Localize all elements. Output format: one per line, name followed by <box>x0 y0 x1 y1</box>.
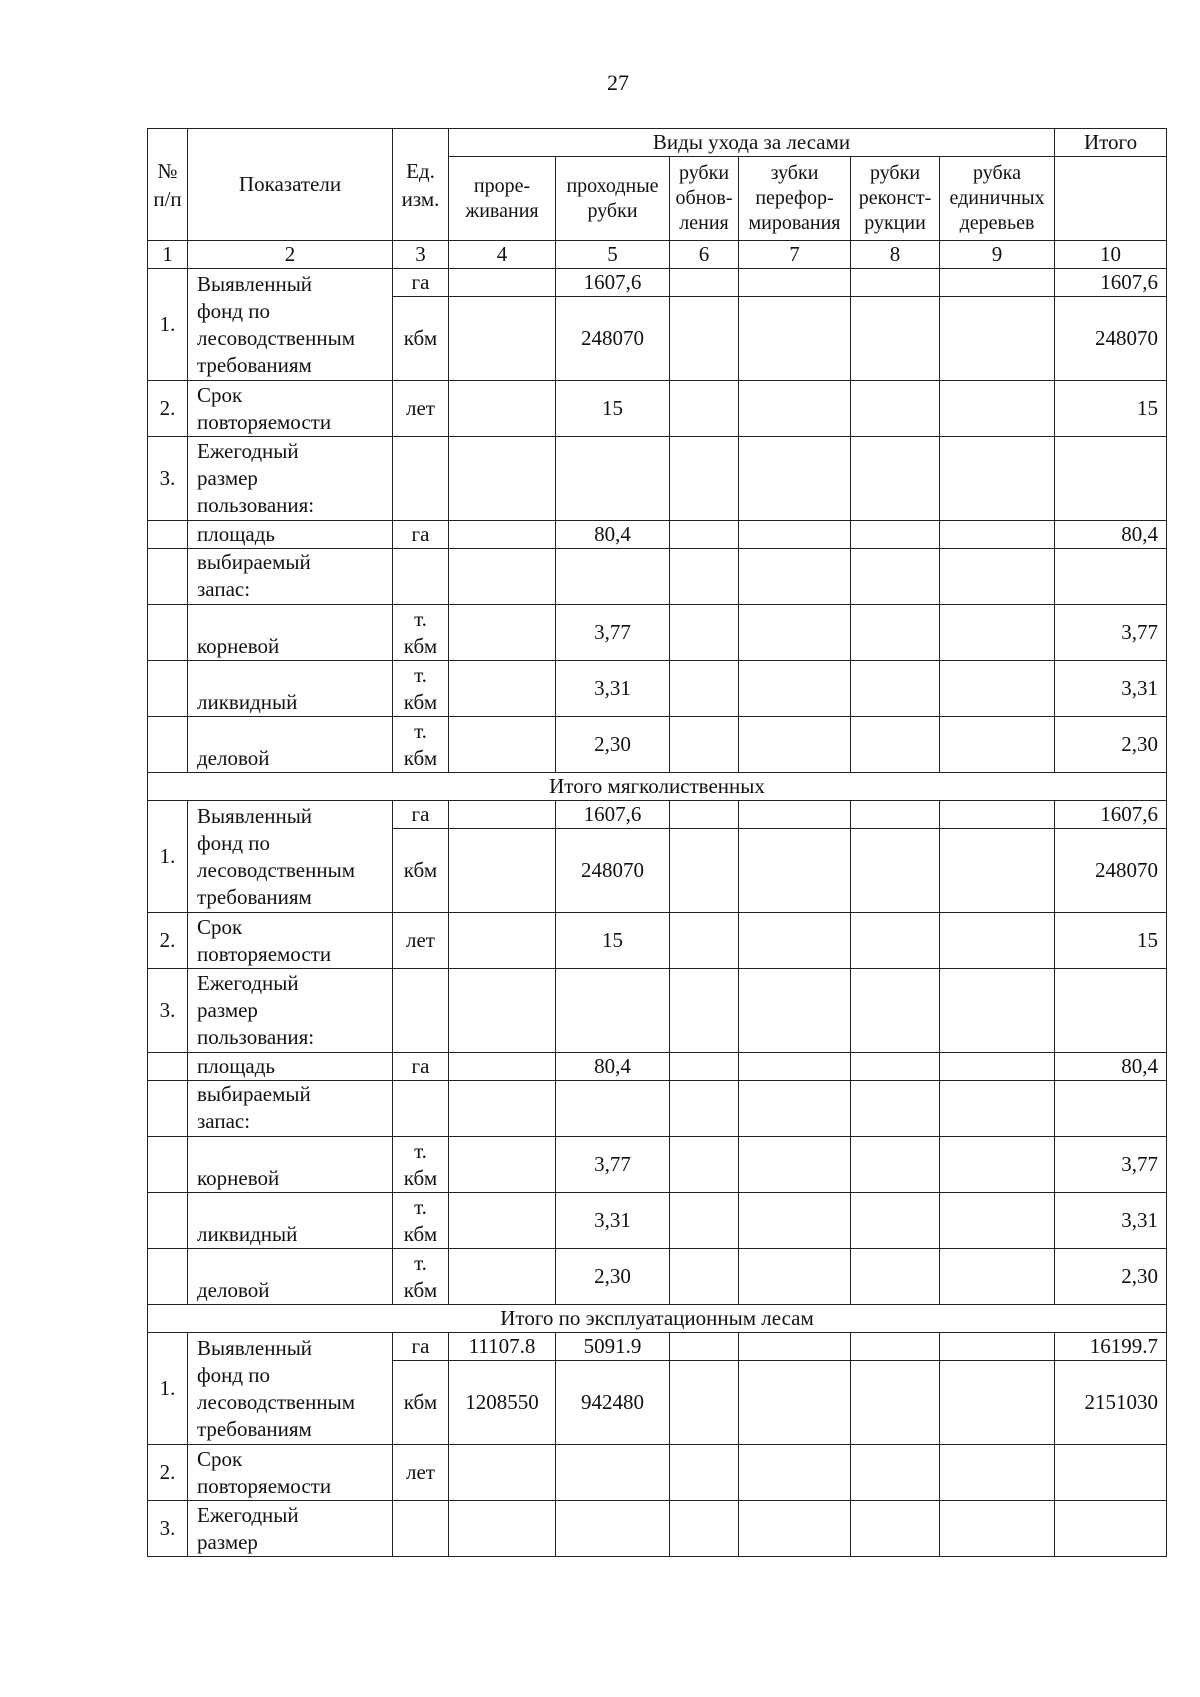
indicator-label: корневой <box>188 605 393 661</box>
value-cell: 2,30 <box>556 1249 670 1305</box>
unit-cell: га <box>393 801 449 829</box>
table-row <box>148 605 1167 661</box>
table-row <box>148 661 1167 717</box>
indicator-line: Срок <box>197 1446 243 1471</box>
unit-line: кбм <box>403 1165 438 1190</box>
value-cell: 3,77 <box>556 1137 670 1193</box>
indicator-label: деловой <box>188 717 393 773</box>
indicator-line: требованиям <box>197 1416 312 1441</box>
table-row <box>148 913 1167 969</box>
unit-line: кбм <box>403 633 438 658</box>
unit-cell: лет <box>393 381 449 437</box>
row-number: 1. <box>148 1333 188 1445</box>
unit-line: кбм <box>403 745 438 770</box>
indicator-line: повторяемости <box>197 409 332 434</box>
indicator-line: фонд по <box>197 298 271 323</box>
indicator-label <box>188 913 393 969</box>
row-number: 3. <box>148 969 188 1053</box>
header-col9-line1: рубка <box>973 162 1021 184</box>
indicator-label: ликвидный <box>188 1193 393 1249</box>
table-row <box>148 1053 1167 1081</box>
unit-cell: га <box>393 269 449 297</box>
column-number: 10 <box>1055 241 1167 269</box>
header-col8-line3: рукции <box>864 212 926 234</box>
table-row <box>148 381 1167 437</box>
indicator-line: фонд по <box>197 830 271 855</box>
total-cell: 1607,6 <box>1055 801 1167 829</box>
table-row <box>148 1193 1167 1249</box>
page-number: 27 <box>607 70 629 95</box>
indicator-line: размер <box>197 466 258 490</box>
indicator-line: лесоводственным <box>197 325 355 350</box>
header-col5-line1: проходные <box>566 174 659 197</box>
header-col6-line3: ления <box>679 212 729 234</box>
header-unit-line2: изм. <box>401 186 440 211</box>
value-cell: 3,31 <box>556 661 670 717</box>
header-unit-cell <box>393 129 449 241</box>
total-cell: 3,31 <box>1055 1193 1167 1249</box>
header-col5 <box>556 157 670 241</box>
indicator-line: требованиям <box>197 352 312 377</box>
row-number: 1. <box>148 801 188 913</box>
column-number: 3 <box>393 241 449 269</box>
table-row <box>148 1249 1167 1305</box>
table-row <box>148 801 1167 829</box>
row-number: 3. <box>148 1501 188 1557</box>
header-col4 <box>449 157 556 241</box>
unit-line: кбм <box>403 689 438 714</box>
value-cell: 248070 <box>556 829 670 913</box>
indicator-line: размер <box>197 1529 258 1554</box>
indicator-label <box>188 801 393 913</box>
total-cell: 248070 <box>1055 829 1167 913</box>
indicator-line: размер <box>197 998 258 1022</box>
unit-cell <box>393 1249 449 1305</box>
value-cell: 248070 <box>556 297 670 381</box>
indicator-line: лесоводственным <box>197 1389 355 1414</box>
total-cell: 15 <box>1055 381 1167 437</box>
total-cell: 80,4 <box>1055 521 1167 549</box>
indicator-line: требованиям <box>197 884 312 909</box>
value-cell: 80,4 <box>556 1053 670 1081</box>
header-col6-line2: обнов- <box>675 187 733 209</box>
unit-line: т. <box>414 1138 427 1163</box>
unit-line: т. <box>414 1194 427 1219</box>
header-col6 <box>670 157 739 241</box>
row-number: 2. <box>148 1445 188 1501</box>
row-number: 2. <box>148 381 188 437</box>
header-col10 <box>1055 157 1167 241</box>
indicator-line: Выявленный <box>197 803 313 828</box>
unit-cell: га <box>393 521 449 549</box>
header-col7-line2: перефор- <box>755 187 834 209</box>
indicator-line: повторяемости <box>197 1473 332 1498</box>
total-cell: 3,31 <box>1055 661 1167 717</box>
indicator-label: ликвидный <box>188 661 393 717</box>
value-cell: 15 <box>556 913 670 969</box>
indicator-line: запас: <box>197 577 251 601</box>
indicator-label: площадь <box>188 1053 393 1081</box>
indicator-line: Срок <box>197 914 243 939</box>
indicator-label <box>188 1333 393 1445</box>
column-number: 1 <box>148 241 188 269</box>
unit-cell <box>393 717 449 773</box>
unit-cell <box>393 1137 449 1193</box>
value-cell: 80,4 <box>556 521 670 549</box>
unit-line: т. <box>414 718 427 743</box>
indicator-line: Срок <box>197 382 243 407</box>
column-numbers-row <box>148 241 1167 269</box>
indicator-label <box>188 1445 393 1501</box>
table-row <box>148 549 1167 605</box>
unit-line: кбм <box>403 1221 438 1246</box>
total-cell: 3,77 <box>1055 605 1167 661</box>
row-number: 2. <box>148 913 188 969</box>
indicator-label <box>188 437 393 521</box>
forest-care-table <box>147 128 1167 1557</box>
table-row <box>148 717 1167 773</box>
header-indicator-cell: Показатели <box>188 129 393 241</box>
header-col5-line2: рубки <box>587 199 638 222</box>
indicator-line: повторяемости <box>197 941 332 966</box>
column-number: 8 <box>851 241 940 269</box>
unit-cell <box>393 605 449 661</box>
header-col4-line1: проре- <box>473 174 531 197</box>
header-col7-line1: зубки <box>770 162 819 184</box>
unit-line: кбм <box>403 1277 438 1302</box>
value-cell: 1607,6 <box>556 801 670 829</box>
total-cell: 248070 <box>1055 297 1167 381</box>
total-cell: 2,30 <box>1055 717 1167 773</box>
indicator-label: корневой <box>188 1137 393 1193</box>
header-unit-line1: Ед. <box>406 158 435 183</box>
indicator-line: фонд по <box>197 1362 271 1387</box>
header-col9-line2: единичных <box>949 187 1045 209</box>
section-title: Итого мягколиственных <box>148 773 1167 801</box>
indicator-line: выбираемый <box>197 1082 311 1106</box>
header-col6-line1: рубки <box>678 162 730 184</box>
table-row <box>148 969 1167 1053</box>
unit-cell: кбм <box>393 297 449 381</box>
unit-cell: кбм <box>393 1361 449 1445</box>
indicator-line: Выявленный <box>197 271 313 296</box>
unit-cell: лет <box>393 1445 449 1501</box>
table-row <box>148 1501 1167 1557</box>
value-cell: 2,30 <box>556 717 670 773</box>
unit-line: т. <box>414 606 427 631</box>
total-cell: 1607,6 <box>1055 269 1167 297</box>
total-cell: 16199.7 <box>1055 1333 1167 1361</box>
table-row <box>148 1081 1167 1137</box>
indicator-label <box>188 1081 393 1137</box>
table-row <box>148 1137 1167 1193</box>
column-number: 5 <box>556 241 670 269</box>
table-row <box>148 269 1167 297</box>
header-col7-line3: мирования <box>748 212 841 234</box>
header-col8-line1: рубки <box>869 162 921 184</box>
unit-cell <box>393 1193 449 1249</box>
table-row <box>148 1445 1167 1501</box>
column-number: 2 <box>188 241 393 269</box>
header-col4-line2: живания <box>465 199 539 222</box>
row-number: 1. <box>148 269 188 381</box>
section-title: Итого по эксплуатационным лесам <box>148 1305 1167 1333</box>
header-col8 <box>851 157 940 241</box>
header-col7 <box>739 157 851 241</box>
indicator-label <box>188 269 393 381</box>
indicator-label: деловой <box>188 1249 393 1305</box>
header-col9-line3: деревьев <box>959 212 1035 234</box>
column-number: 6 <box>670 241 739 269</box>
column-number: 9 <box>940 241 1055 269</box>
total-cell: 2,30 <box>1055 1249 1167 1305</box>
header-num-line2: п/п <box>153 186 182 211</box>
indicator-line: Ежегодный <box>197 1502 299 1527</box>
header-col9 <box>940 157 1055 241</box>
unit-cell <box>393 661 449 717</box>
table-row <box>148 521 1167 549</box>
table-row <box>148 1333 1167 1361</box>
value-cell: 3,77 <box>556 605 670 661</box>
value-cell: 3,31 <box>556 1193 670 1249</box>
header-col8-line2: реконст- <box>858 187 932 209</box>
row-number: 3. <box>148 437 188 521</box>
indicator-label <box>188 1501 393 1557</box>
column-number: 7 <box>739 241 851 269</box>
indicator-line: Выявленный <box>197 1335 313 1360</box>
table-row <box>148 437 1167 521</box>
total-cell: 15 <box>1055 913 1167 969</box>
total-cell: 80,4 <box>1055 1053 1167 1081</box>
unit-cell: га <box>393 1053 449 1081</box>
indicator-label <box>188 381 393 437</box>
section-title-row <box>148 1305 1167 1333</box>
indicator-line: Ежегодный <box>197 971 299 995</box>
unit-line: т. <box>414 1250 427 1275</box>
indicator-line: выбираемый <box>197 550 311 574</box>
column-number: 4 <box>449 241 556 269</box>
indicator-label: площадь <box>188 521 393 549</box>
unit-cell: лет <box>393 913 449 969</box>
value-cell: 1208550 <box>449 1361 556 1445</box>
header-total: Итого <box>1055 129 1167 157</box>
indicator-line: запас: <box>197 1109 251 1133</box>
total-cell: 2151030 <box>1055 1361 1167 1445</box>
indicator-line: пользования: <box>197 493 315 517</box>
section-title-row <box>148 773 1167 801</box>
indicator-label <box>188 969 393 1053</box>
indicator-line: Ежегодный <box>197 439 299 463</box>
value-cell: 15 <box>556 381 670 437</box>
unit-line: т. <box>414 662 427 687</box>
indicator-label <box>188 549 393 605</box>
unit-cell: га <box>393 1333 449 1361</box>
header-num-line1: № <box>157 158 178 183</box>
unit-cell: кбм <box>393 829 449 913</box>
value-cell: 942480 <box>556 1361 670 1445</box>
indicator-line: пользования: <box>197 1025 315 1049</box>
value-cell: 11107.8 <box>449 1333 556 1361</box>
value-cell: 1607,6 <box>556 269 670 297</box>
header-group-title: Виды ухода за лесами <box>449 129 1055 157</box>
indicator-line: лесоводственным <box>197 857 355 882</box>
value-cell: 5091.9 <box>556 1333 670 1361</box>
header-num-cell <box>148 129 188 241</box>
total-cell: 3,77 <box>1055 1137 1167 1193</box>
